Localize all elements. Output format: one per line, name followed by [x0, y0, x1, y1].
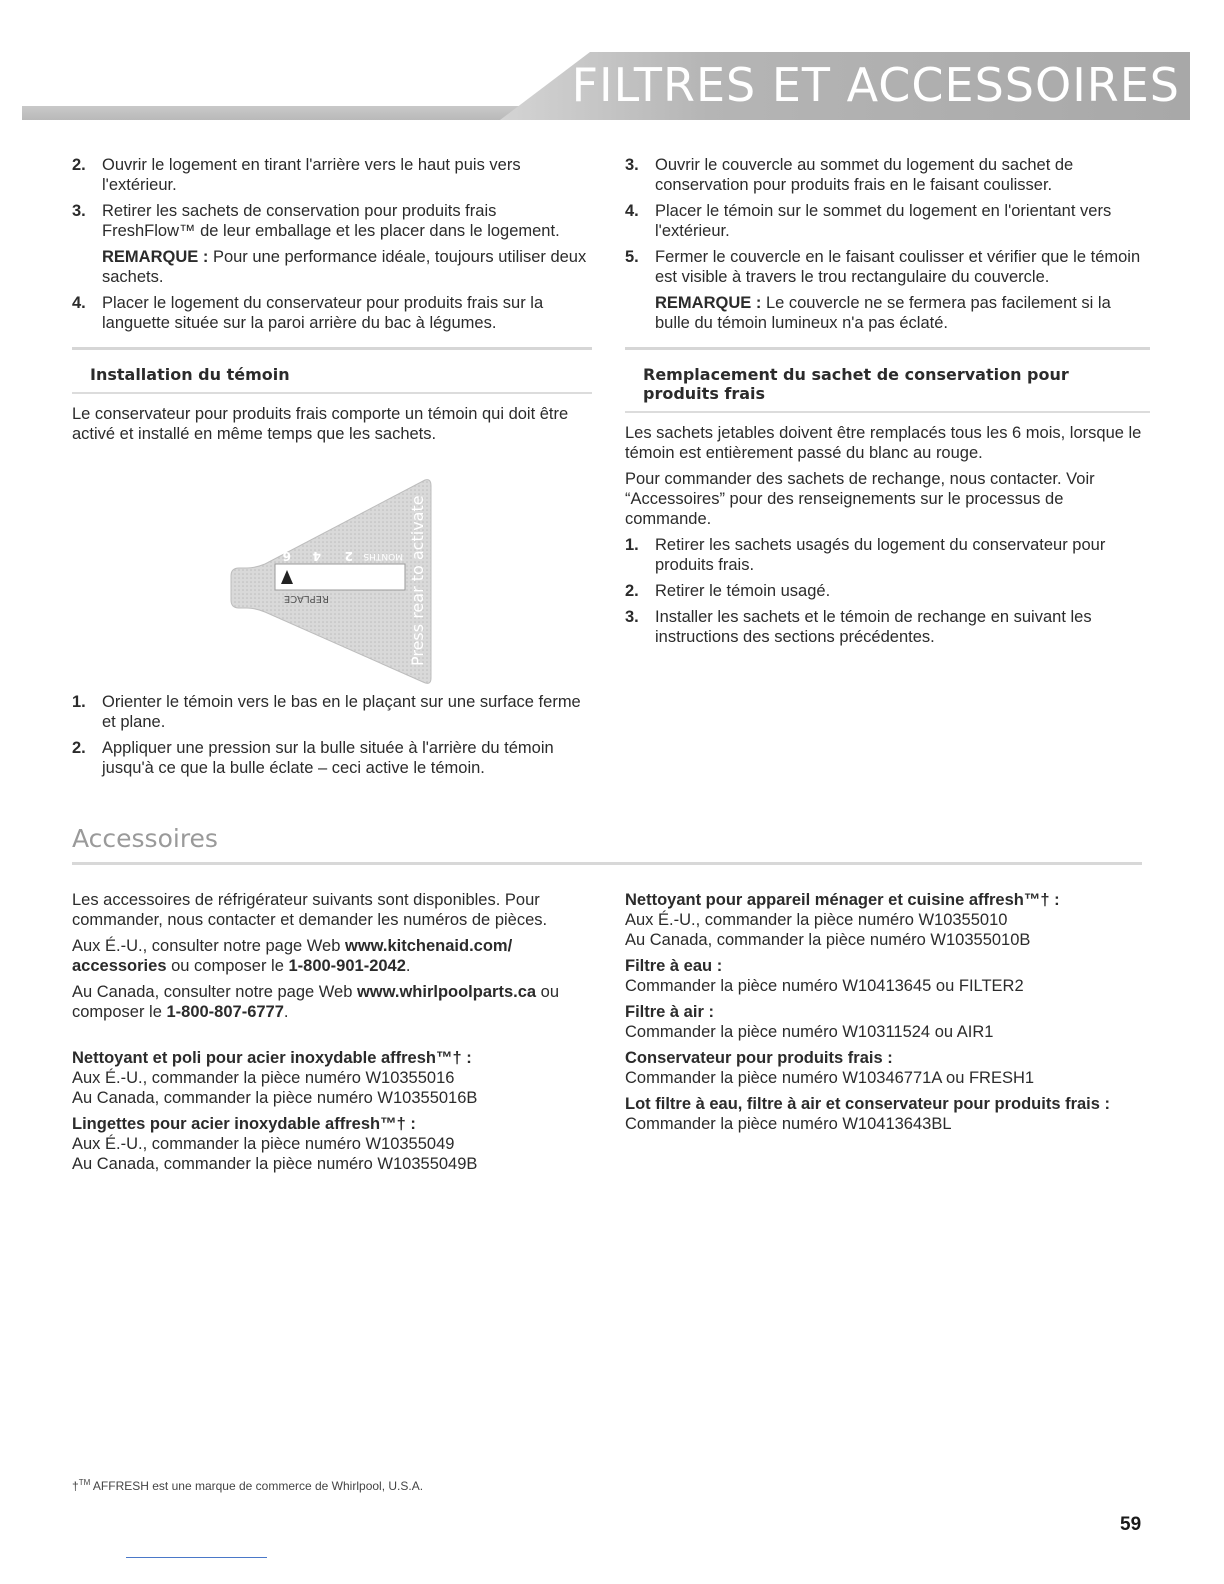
replacement-p2: Pour commander des sachets de rechange, nous contacter. Voir “Accessoires” pour des renseignements sur le processus de commande.: [625, 470, 1095, 528]
indicator-intro: Le conservateur pour produits frais comporte un témoin qui doit être activé et installé en même temps que les sachets.: [72, 405, 569, 443]
note-text: Le couvercle ne se fermera pas facilement si la bulle du témoin lumineux n'a pas éclaté.: [655, 294, 1111, 332]
list-item: [625, 201, 1150, 241]
step-number: 2.: [72, 739, 86, 757]
step-text: Retirer le témoin usagé.: [655, 582, 831, 600]
accessory-line: Au Canada, commander la pièce numéro W10355049B: [72, 1155, 478, 1173]
step-number: 1.: [72, 693, 86, 711]
accessories-ca-contact: [72, 982, 592, 1022]
step-number: 2.: [72, 156, 86, 174]
tick-label: 6: [282, 549, 291, 563]
accessory-title: Filtre à air :: [625, 1003, 714, 1021]
step-text: Retirer les sachets de conservation pour produits frais FreshFlow™ de leur emballage et les placer dans le logement.: [102, 202, 560, 240]
list-item: [72, 692, 592, 732]
note-label: REMARQUE :: [655, 294, 762, 312]
accessory-title: Nettoyant pour appareil ménager et cuisine affresh™† :: [625, 891, 1060, 909]
note-label: REMARQUE :: [102, 248, 209, 266]
ca-suffix: .: [283, 1003, 289, 1021]
freshness-indicator-illustration: [225, 472, 445, 692]
footnote-text: AFFRESH est une marque de commerce de Whirlpool, U.S.A.: [90, 1479, 424, 1493]
note: [102, 247, 592, 287]
list-item: [72, 201, 592, 241]
accessory-title: Nettoyant et poli pour acier inoxydable affresh™† :: [72, 1049, 472, 1067]
accessory-item: [625, 1002, 1150, 1042]
step-text: Ouvrir le couvercle au sommet du logement du sachet de conservation pour produits frais en le faisant coulisser.: [655, 156, 1074, 194]
accessory-title: Lingettes pour acier inoxydable affresh™† :: [72, 1115, 416, 1133]
trademark-footnote: [72, 1478, 423, 1493]
accessories-intro: Les accessoires de réfrigérateur suivants sont disponibles. Pour commander, nous contacter et demander les numéros de pièces.: [72, 891, 548, 929]
accessory-item: [625, 1094, 1150, 1134]
accessory-line: Aux É.-U., commander la pièce numéro W10355010: [625, 911, 1008, 929]
replacement-steps-list: [625, 535, 1150, 647]
accessory-item: [625, 1048, 1150, 1088]
footnote-superscript: TM: [78, 1478, 91, 1487]
activate-instruction: Press rear to activate: [408, 495, 427, 666]
indicator-window: [275, 564, 405, 590]
section-divider: [72, 862, 1142, 865]
note-text: Pour une performance idéale, toujours utiliser deux sachets.: [102, 248, 587, 286]
accessory-title: Lot filtre à eau, filtre à air et conservateur pour produits frais :: [625, 1095, 1111, 1113]
right-steps-list: [625, 155, 1150, 287]
left-steps-list-2: [72, 293, 592, 333]
step-text: Retirer les sachets usagés du logement du conservateur pour produits frais.: [655, 536, 1106, 574]
accessory-item: [72, 1114, 592, 1174]
step-text: Appliquer une pression sur la bulle située à l'arrière du témoin jusqu'à ce que la bulle éclate – ceci active le témoin.: [102, 739, 554, 777]
list-item: [625, 247, 1150, 287]
accessories-us-contact: [72, 936, 592, 976]
ca-phone: 1-800-807-6777: [166, 1003, 284, 1021]
accessory-line: Commander la pièce numéro W10346771A ou FRESH1: [625, 1069, 1035, 1087]
step-number: 4.: [625, 202, 639, 220]
step-text: Installer les sachets et le témoin de rechange en suivant les instructions des sections précédentes.: [655, 608, 1092, 646]
step-text: Placer le logement du conservateur pour produits frais sur la languette située sur la paroi arrière du bac à légumes.: [102, 294, 544, 332]
footnote-mark: †: [72, 1479, 79, 1493]
accessory-line: Commander la pièce numéro W10311524 ou AIR1: [625, 1023, 994, 1041]
list-item: [72, 155, 592, 195]
accessory-item: [625, 956, 1150, 996]
accessory-title: Filtre à eau :: [625, 957, 723, 975]
step-text: Orienter le témoin vers le bas en le plaçant sur une surface ferme et plane.: [102, 693, 581, 731]
step-number: 4.: [72, 294, 86, 312]
indicator-steps-list: [72, 692, 592, 778]
accessories-right: [625, 890, 1150, 1136]
accessory-line: Au Canada, commander la pièce numéro W10355016B: [72, 1089, 478, 1107]
step-number: 3.: [72, 202, 86, 220]
ca-prefix: Au Canada, consulter notre page Web: [72, 983, 357, 1001]
ca-middle: ou composer le: [72, 983, 559, 1021]
ca-website-link[interactable]: www.whirlpoolparts.ca: [356, 983, 537, 1001]
step-number: 2.: [625, 582, 639, 600]
accessory-line: Aux É.-U., commander la pièce numéro W10355049: [72, 1135, 455, 1153]
left-column-top: [72, 155, 592, 450]
indicator-install-heading: Installation du témoin: [72, 347, 592, 388]
accessory-line: Aux É.-U., commander la pièce numéro W10355016: [72, 1069, 455, 1087]
step-text: Ouvrir le logement en tirant l'arrière vers le haut puis vers l'extérieur.: [102, 156, 521, 194]
left-steps-list: [72, 155, 592, 241]
replace-label: REPLACE: [283, 593, 329, 604]
accessory-item: [72, 1048, 592, 1108]
us-prefix: Aux É.-U., consulter notre page Web: [72, 937, 345, 955]
accessory-line: Au Canada, commander la pièce numéro W10355010B: [625, 931, 1031, 949]
us-middle: ou composer le: [166, 957, 289, 975]
list-item: [625, 155, 1150, 195]
page-number: 59: [1120, 1514, 1142, 1535]
step-text: Placer le témoin sur le sommet du logement en l'orientant vers l'extérieur.: [655, 202, 1112, 240]
right-column-top: [625, 155, 1150, 653]
accessories-left: [72, 890, 592, 1176]
footer-rule: [126, 1557, 267, 1558]
note: [655, 293, 1150, 333]
us-website-link[interactable]: www.kitchenaid.com/ accessories: [72, 937, 513, 975]
step-number: 3.: [625, 156, 639, 174]
replacement-heading: Remplacement du sachet de conservation pour produits frais: [625, 347, 1150, 407]
months-label: MONTHS: [363, 551, 403, 561]
list-item: [625, 607, 1150, 647]
tick-label: 4: [312, 549, 321, 563]
list-item: [72, 293, 592, 333]
accessory-line: Commander la pièce numéro W10413643BL: [625, 1115, 952, 1133]
replacement-p1: Les sachets jetables doivent être remplacés tous les 6 mois, lorsque le témoin est entièrement passé du blanc au rouge.: [625, 424, 1142, 462]
step-number: 5.: [625, 248, 639, 266]
step-number: 1.: [625, 536, 639, 554]
step-number: 3.: [625, 608, 639, 626]
accessory-title: Conservateur pour produits frais :: [625, 1049, 893, 1067]
list-item: [72, 738, 592, 778]
indicator-steps: [72, 692, 592, 784]
tick-label: 2: [344, 549, 353, 563]
accessories-heading: Accessoires: [72, 824, 218, 853]
step-text: Fermer le couvercle en le faisant coulisser et vérifier que le témoin est visible à travers le trou rectangulaire du couvercle.: [655, 248, 1141, 286]
us-phone: 1-800-901-2042: [288, 957, 406, 975]
accessory-item: [625, 890, 1150, 950]
page-title: FILTRES ET ACCESSOIRES: [571, 58, 1180, 112]
us-suffix: .: [405, 957, 411, 975]
list-item: [625, 535, 1150, 575]
accessory-line: Commander la pièce numéro W10413645 ou FILTER2: [625, 977, 1024, 995]
list-item: [625, 581, 1150, 601]
